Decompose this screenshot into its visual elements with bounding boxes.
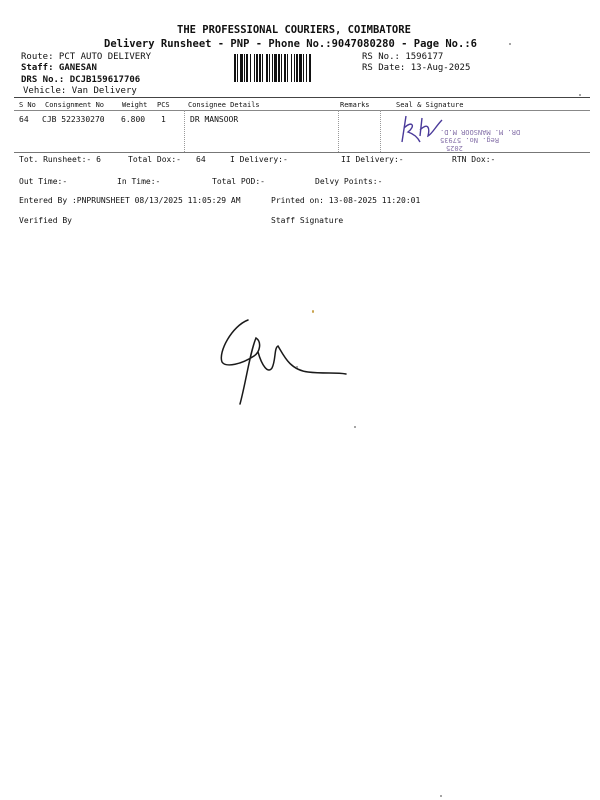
recipient-signature: [398, 108, 448, 152]
barcode-bar: [244, 54, 245, 82]
barcode-bar: [291, 54, 292, 82]
printed-on: Printed on: 13-08-2025 11:20:01: [271, 196, 421, 205]
stamp-line: 2025: [446, 144, 463, 152]
scan-speck: [509, 43, 511, 45]
barcode-bar: [299, 54, 302, 82]
ii-delivery: II Delivery:-: [341, 155, 404, 164]
rs-date: RS Date: 13-Aug-2025: [362, 63, 471, 73]
barcode-bar: [281, 54, 282, 82]
entered-by: Entered By :PNPRUNSHEET 08/13/2025 11:05:29 AM: [19, 196, 241, 205]
barcode-bar: [266, 54, 268, 82]
row-pcs: 1: [161, 115, 166, 124]
scan-speck: [312, 310, 314, 313]
col-header-consignment: Consignment No: [45, 101, 105, 109]
barcode-bar: [269, 54, 270, 82]
barcode: [234, 54, 358, 82]
table-top-rule: [14, 97, 590, 98]
table-bottom-rule: [14, 152, 590, 153]
barcode-bar: [246, 54, 248, 82]
barcode-bar: [237, 54, 238, 82]
column-divider: [338, 110, 339, 152]
row-consignment: CJB 522330270: [42, 115, 105, 124]
barcode-bar: [272, 54, 273, 82]
runsheet-title: Delivery Runsheet - PNP - Phone No.:9047080280 - Page No.:6: [104, 38, 477, 50]
col-header-remarks: Remarks: [340, 101, 370, 109]
column-divider: [184, 110, 185, 152]
route-text: Route: PCT AUTO DELIVERY: [21, 52, 152, 62]
row-sno: 64: [19, 115, 29, 124]
i-delivery: I Delivery:-: [230, 155, 288, 164]
staff-signature: [212, 312, 352, 412]
rs-number: RS No.: 1596177: [362, 52, 444, 62]
barcode-bar: [254, 54, 255, 82]
col-header-consignee: Consignee Details: [188, 101, 260, 109]
col-header-seal: Seal & Signature: [396, 101, 464, 109]
barcode-bar: [259, 54, 261, 82]
tot-runsheet: Tot. Runsheet:- 6: [19, 155, 101, 164]
barcode-bar: [306, 54, 307, 82]
out-time: Out Time:-: [19, 177, 68, 186]
barcode-bar: [274, 54, 277, 82]
in-time: In Time:-: [117, 177, 161, 186]
barcode-bar: [256, 54, 258, 82]
total-dox-label: Total Dox:-: [128, 155, 181, 164]
barcode-bar: [250, 54, 251, 82]
barcode-bar: [284, 54, 286, 82]
col-header-pcs: PCS: [157, 101, 170, 109]
stamp-line: Reg. No. 57935: [440, 136, 500, 144]
barcode-bar: [278, 54, 280, 82]
barcode-bar: [296, 54, 298, 82]
staff-signature-label: Staff Signature: [271, 216, 344, 225]
barcode-bar: [262, 54, 263, 82]
scan-speck: [296, 366, 298, 368]
barcode-bar: [309, 54, 311, 82]
stamp-line: DR. M. MANSOOR M.D.: [440, 128, 521, 136]
col-header-weight: Weight: [122, 101, 148, 109]
vehicle-text: Vehicle: Van Delivery: [23, 86, 137, 96]
barcode-bar: [234, 54, 236, 82]
barcode-bar: [294, 54, 295, 82]
scan-speck: [354, 426, 356, 428]
col-header-sno: S No: [19, 101, 36, 109]
column-divider: [380, 110, 381, 152]
row-weight: 6.800: [121, 115, 146, 124]
total-pod: Total POD:-: [212, 177, 265, 186]
total-dox-value: 64: [196, 155, 206, 164]
barcode-bar: [240, 54, 243, 82]
company-name: THE PROFESSIONAL COURIERS, COIMBATORE: [177, 24, 411, 36]
verified-by: Verified By: [19, 216, 72, 225]
scan-speck: [579, 94, 581, 96]
table-header-rule: [14, 110, 590, 111]
rtn-dox: RTN Dox:-: [452, 155, 496, 164]
staff-text: Staff: GANESAN: [21, 63, 97, 73]
drs-number: DRS No.: DCJB159617706: [21, 75, 141, 85]
scan-speck: [440, 795, 442, 797]
barcode-bar: [287, 54, 288, 82]
delvy-points: Delvy Points:-: [315, 177, 383, 186]
doctor-stamp: [440, 128, 520, 152]
barcode-bar: [303, 54, 304, 82]
row-consignee: DR MANSOOR: [190, 115, 239, 124]
